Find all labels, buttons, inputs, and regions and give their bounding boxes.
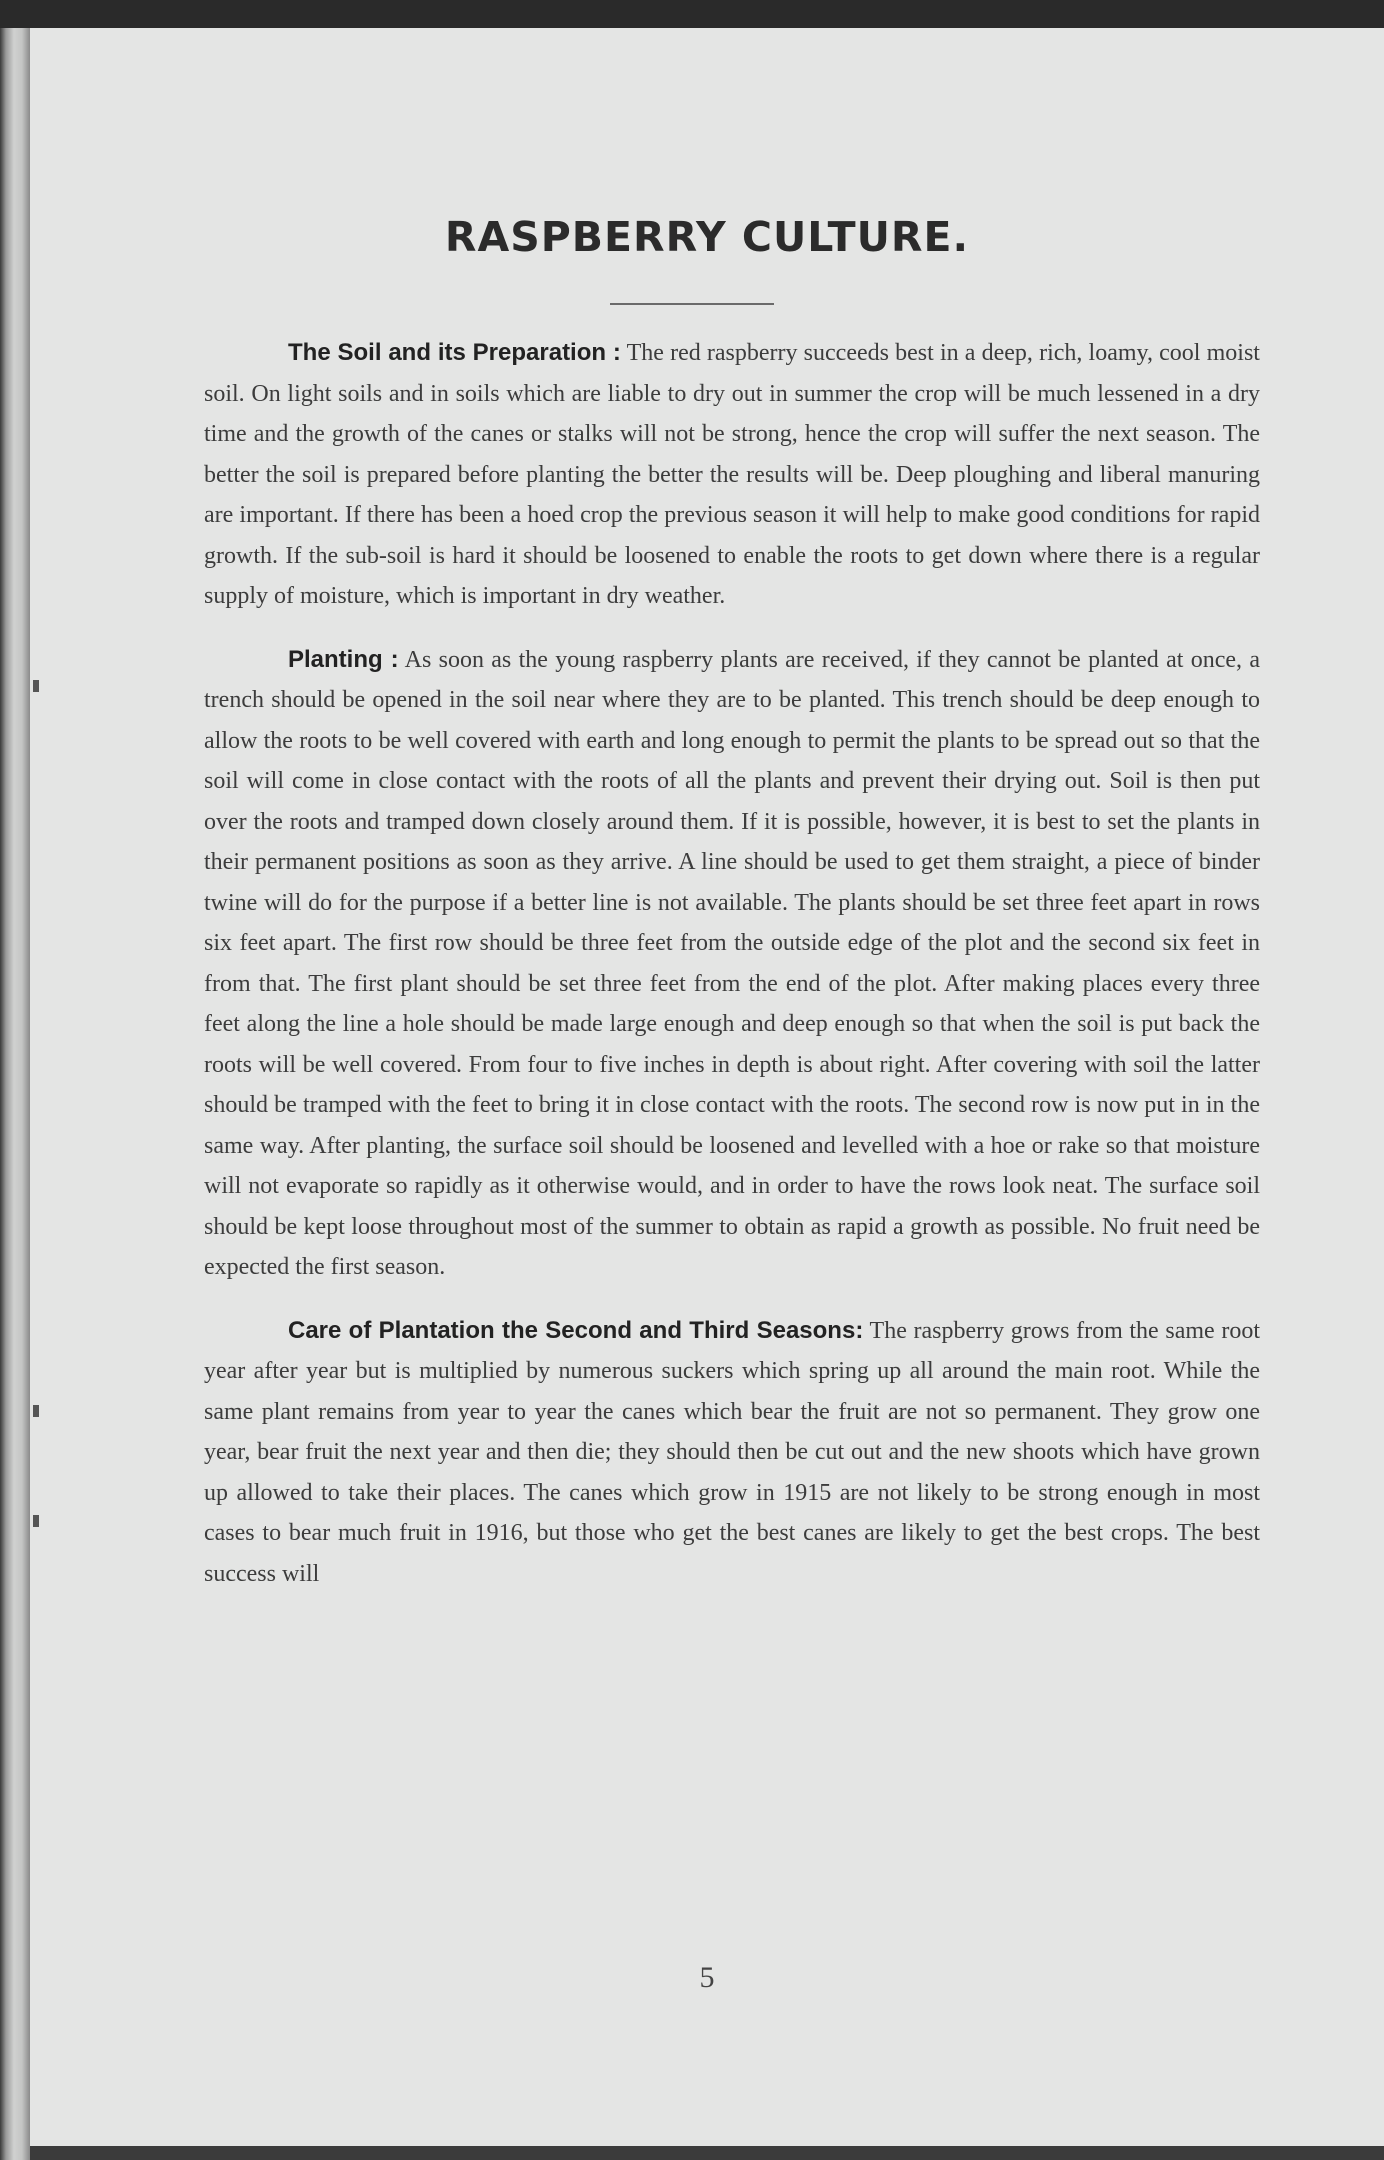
document-page bbox=[30, 28, 1384, 2146]
section-heading-care: Care of Plantation the Second and Third Seasons: bbox=[288, 1316, 864, 1344]
binding-mark bbox=[33, 1515, 39, 1527]
section-text-care: The raspberry grows from the same root year after year but is multiplied by numerous suckers which spring up all around the main root. While the same plant remains from year to year the canes which bear the fruit are not so permanent. They grow one year, bear fruit the next year and then die; they should then be cut out and the new shoots which have grown up allowed to take their places. The canes which grow in 1915 are not likely to be strong enough in most cases to bear much fruit in 1916, but those who get the best canes are likely to get the best crops. The best success will bbox=[204, 1317, 1260, 1587]
section-text-soil: The red raspberry succeeds best in a deep, rich, loamy, cool moist soil. On light soils and in soils which are liable to dry out in summer the crop will be much lessened in a dry time and the growth of the canes or stalks will not be strong, hence the crop will suffer the next season. The better the soil is prepared before planting the better the results will be. Deep ploughing and liberal manuring are important. If there has been a hoed crop the previous season it will help to make good conditions for rapid growth. If the sub-soil is hard it should be loosened to enable the roots to get down where there is a regular supply of moisture, which is important in dry weather. bbox=[204, 340, 1260, 609]
binding-mark bbox=[33, 680, 39, 692]
page-bottom-edge bbox=[30, 2146, 1384, 2160]
section-soil bbox=[204, 333, 1260, 617]
section-heading-planting: Planting : bbox=[288, 645, 399, 673]
page-title: RASPBERRY CULTURE. bbox=[444, 213, 970, 261]
binding-spine bbox=[0, 28, 30, 2160]
section-heading-soil: The Soil and its Preparation : bbox=[288, 339, 621, 366]
section-care bbox=[204, 1311, 1260, 1595]
binding-mark bbox=[33, 1405, 39, 1417]
page-number: 5 bbox=[699, 1961, 715, 1994]
section-planting bbox=[204, 640, 1260, 1288]
title-divider bbox=[610, 303, 774, 305]
body-text bbox=[204, 333, 1260, 1617]
section-text-planting: As soon as the young raspberry plants are received, if they cannot be planted at once, a trench should be opened in the soil near where they are to be planted. This trench should be deep enough to allow the roots to be well covered with earth and long enough to permit the plants to be spread out so that the soil will come in close contact with the roots of all the plants and prevent their drying out. Soil is then put over the roots and tramped down closely around them. If it is possible, however, it is best to set the plants in their permanent positions as soon as they arrive. A line should be used to get them straight, a piece of binder twine will do for the purpose if a better line is not available. The plants should be set three feet apart in rows six feet apart. The first row should be three feet from the outside edge of the plot and the second six feet in from that. The first plant should be set three feet from the end of the plot. After making places every three feet along the line a hole should be made large enough and deep enough so that when the soil is put back the roots will be well covered. From four to five inches in depth is about right. After covering with soil the latter should be tramped with the feet to bring it in close contact with the roots. The second row is now put in in the same way. After planting, the surface soil should be loosened and levelled with a hoe or rake so that moisture will not evaporate so rapidly as it otherwise would, and in order to have the rows look neat. The surface soil should be kept loose throughout most of the summer to obtain as rapid a growth as possible. No fruit need be expected the first season. bbox=[204, 646, 1260, 1280]
